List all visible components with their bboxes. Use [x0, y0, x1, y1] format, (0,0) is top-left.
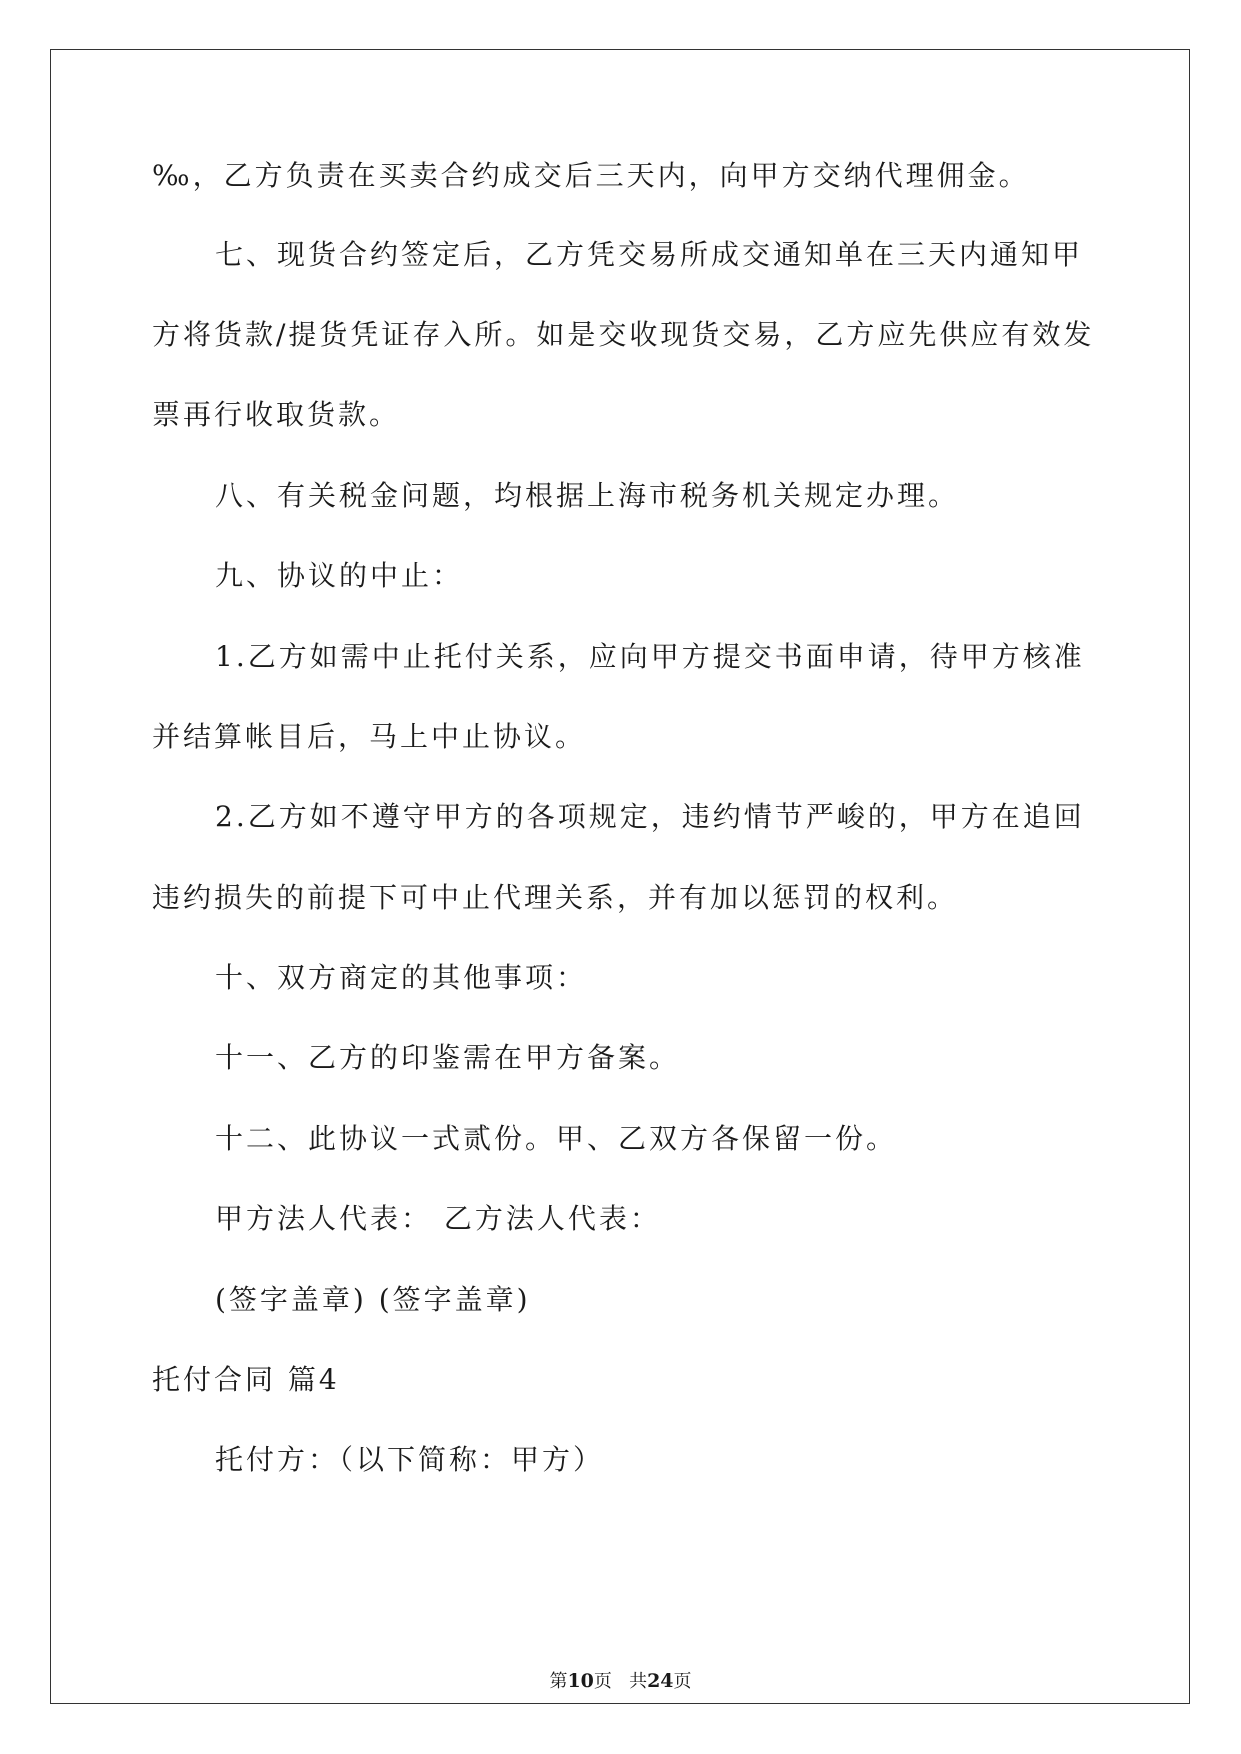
- footer-total-prefix: 共: [629, 1671, 648, 1692]
- footer-page-suffix: 页: [593, 1671, 612, 1692]
- paragraph-line-10: 违约损失的前提下可中止代理关系，并有加以惩罚的权利。: [152, 881, 959, 914]
- signature-stamps: (签字盖章) (签字盖章): [215, 1283, 531, 1316]
- paragraph-line-8: 并结算帐目后，马上中止协议。: [152, 720, 587, 753]
- footer-total-suffix: 页: [673, 1671, 692, 1692]
- paragraph-line-2: 七、现货合约签定后，乙方凭交易所成交通知单在三天内通知甲: [215, 238, 1084, 271]
- footer-total-pages: 24: [647, 1670, 674, 1692]
- footer-page-prefix: 第: [549, 1671, 568, 1692]
- footer-page-number: 10: [567, 1670, 594, 1692]
- paragraph-line-4: 票再行收取货款。: [152, 398, 401, 431]
- paragraph-line-12: 十一、乙方的印鉴需在甲方备案。: [215, 1041, 681, 1074]
- paragraph-line-13: 十二、此协议一式贰份。甲、乙双方各保留一份。: [215, 1122, 898, 1155]
- paragraph-line-7: 1.乙方如需中止托付关系，应向甲方提交书面申请，待甲方核准: [215, 640, 1085, 673]
- signature-representatives: 甲方法人代表： 乙方法人代表：: [215, 1202, 661, 1235]
- paragraph-line-17: 托付方：（以下简称：甲方）: [215, 1443, 605, 1476]
- page-footer: [0, 1669, 1241, 1694]
- section-heading-9: 九、协议的中止：: [215, 559, 464, 592]
- paragraph-line-5: 八、有关税金问题，均根据上海市税务机关规定办理。: [215, 479, 960, 512]
- paragraph-line-3: 方将货款/提货凭证存入所。如是交收现货交易，乙方应先供应有效发: [152, 318, 1095, 351]
- section-heading-10: 十、双方商定的其他事项：: [215, 961, 588, 994]
- contract-title: 托付合同 篇4: [152, 1363, 340, 1396]
- paragraph-line-9: 2.乙方如不遵守甲方的各项规定，违约情节严峻的，甲方在追回: [215, 800, 1085, 833]
- paragraph-line-1: ‰，乙方负责在买卖合约成交后三天内，向甲方交纳代理佣金。: [152, 159, 1030, 192]
